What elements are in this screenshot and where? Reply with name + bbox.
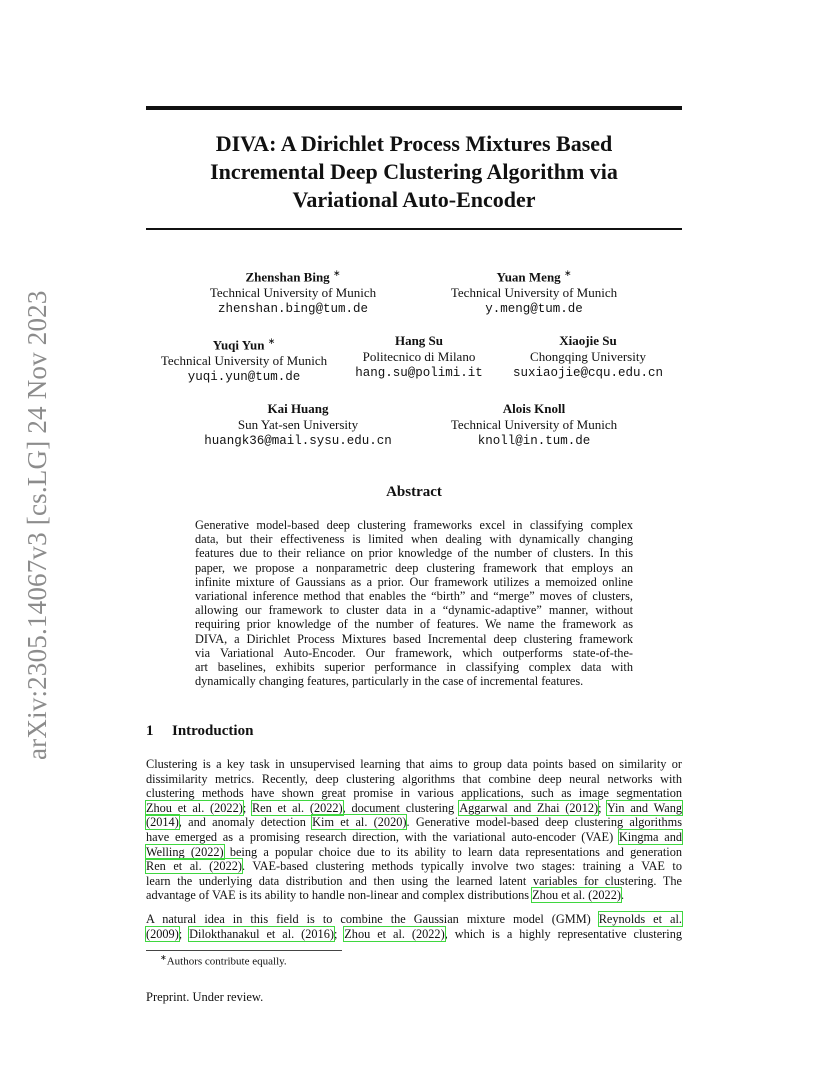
paragraph-line: Ren et al. (2022). VAE-based clustering methods typically involve two stages: training a VAE to — [146, 859, 683, 874]
footnote — [160, 953, 287, 968]
author-block — [434, 265, 634, 317]
paragraph-line: clustering methods have shown great promise in various applications, such as image segmentation — [146, 786, 682, 801]
footnote-text: Authors contribute equally. — [166, 955, 287, 968]
author-name: Alois Knoll — [502, 401, 566, 416]
paragraph-line: A natural idea in this field is to combine the Gaussian mixture model (GMM) Reynolds et al. — [146, 912, 682, 926]
citation-link[interactable]: Zhou et al. (2022) — [146, 800, 243, 815]
title-line: DIVA: A Dirichlet Process Mixtures Based — [215, 131, 613, 156]
abstract-line: Generative model-based deep clustering frameworks excel in classifying complex — [195, 518, 633, 532]
citation-link[interactable]: Aggarwal and Zhai (2012) — [459, 800, 599, 815]
author-block — [193, 265, 393, 317]
paragraph-line: (2009); Dilokthanakul et al. (2016); Zhou et al. (2022), which is a highly representative clustering — [146, 926, 682, 941]
citation-link[interactable]: Welling (2022) — [146, 844, 224, 859]
paper-title — [146, 130, 682, 214]
abstract-line: via Variational Auto-Encoder. Our framework, which outperforms state-of-the- — [195, 645, 633, 660]
author-name: Zhenshan Bing — [245, 269, 330, 285]
title-line: Variational Auto-Encoder — [292, 187, 536, 212]
author-email[interactable]: zhenshan.bing@tum.de — [217, 302, 369, 317]
author-email[interactable]: yuqi.yun@tum.de — [187, 370, 301, 385]
abstract-line: DIVA, a Dirichlet Process Mixtures based Incremental deep clustering framework — [195, 631, 633, 646]
paragraph-line: learn the underlying data distribution and then using the learned latent variables for clustering. The — [146, 873, 682, 888]
author-affiliation: Politecnico di Milano — [362, 349, 476, 364]
paragraph-line: Welling (2022) being a popular choice due to its ability to learn data representations and generation — [146, 844, 682, 859]
author-affiliation: Technical University of Munich — [209, 285, 377, 301]
intro-paragraph-1 — [146, 757, 682, 903]
author-name: Hang Su — [394, 333, 444, 348]
abstract-line: dynamically changing features, particularly in the case of incremental features. — [195, 674, 584, 689]
author-block — [340, 333, 498, 381]
abstract-line: data, but their effectiveness is limited when dealing with dynamically changing — [195, 532, 633, 547]
citation-link[interactable]: Yin and Wang — [606, 800, 682, 815]
section-title: Introduction — [172, 723, 254, 739]
footnote-mark: ∗ — [160, 953, 167, 962]
author-affiliation: Sun Yat-sen University — [237, 417, 359, 432]
author-email[interactable]: y.meng@tum.de — [485, 302, 583, 317]
author-block — [434, 401, 634, 449]
citation-link[interactable]: Ren et al. (2022) — [146, 859, 242, 874]
author-email[interactable]: hang.su@polimi.it — [355, 366, 483, 380]
equal-contribution-mark: ∗ — [563, 268, 572, 278]
abstract-line: art baselines, exhibits superior performance in classifying complex data with — [195, 660, 633, 675]
citation-link[interactable]: Zhou et al. (2022) — [532, 888, 621, 903]
footnote-rule — [146, 950, 342, 951]
abstract-line: features due to their reliance on prior knowledge of the number of clusters. In this — [195, 546, 633, 561]
author-affiliation: Chongqing University — [530, 349, 646, 364]
equal-contribution-mark: ∗ — [332, 268, 341, 278]
abstract-text — [195, 518, 633, 688]
author-email[interactable]: knoll@in.tum.de — [477, 434, 591, 448]
paragraph-line: dissimilarity metrics. Recently, deep clustering algorithms that combine deep neural networks with — [146, 771, 682, 786]
abstract-heading: Abstract — [386, 484, 442, 500]
author-affiliation: Technical University of Munich — [450, 417, 618, 432]
title-top-rule — [146, 106, 682, 110]
abstract-line: infinite mixture of Gaussians as a prior. Our framework utilizes a memoized online — [195, 574, 633, 589]
paragraph-line: have emerged as a promising research direction, with the variational auto-encoder (VAE) Kingma and — [146, 829, 682, 844]
author-affiliation: Technical University of Munich — [450, 285, 618, 301]
author-name: Xiaojie Su — [559, 333, 617, 348]
title-bottom-rule — [146, 228, 682, 230]
paragraph-line: advantage of VAE is its ability to handle non-linear and complex distributions Zhou et al. (2022). — [146, 888, 625, 903]
author-block — [146, 333, 342, 385]
author-name: Yuqi Yun — [212, 337, 265, 353]
citation-link[interactable]: (2009) — [146, 926, 179, 941]
title-line: Incremental Deep Clustering Algorithm via — [210, 159, 618, 184]
paragraph-line: (2014), and anomaly detection Kim et al. (2020). Generative model-based deep clustering algorithms — [146, 815, 682, 830]
abstract-line: paper, we propose a nonparametric deep clustering framework that employs an — [195, 560, 633, 575]
author-email[interactable]: huangk36@mail.sysu.edu.cn — [204, 434, 392, 448]
section-heading — [146, 723, 253, 740]
paragraph-line: Clustering is a key task in unsupervised learning that aims to group data points based on similarity or — [146, 757, 682, 771]
citation-link[interactable]: Reynolds et al. — [598, 912, 682, 926]
author-name: Yuan Meng — [496, 269, 561, 285]
citation-link[interactable]: (2014) — [146, 815, 179, 830]
citation-link[interactable]: Kim et al. (2020) — [312, 815, 407, 830]
intro-paragraph-2 — [146, 912, 682, 941]
citation-link[interactable]: Zhou et al. (2022) — [344, 926, 445, 941]
paragraph-line: Zhou et al. (2022); Ren et al. (2022), document clustering Aggarwal and Zhai (2012); Yin and Wang — [146, 800, 682, 815]
author-affiliation: Technical University of Munich — [160, 353, 328, 369]
citation-link[interactable]: Ren et al. (2022) — [251, 800, 343, 815]
author-block — [180, 401, 416, 449]
preprint-note: Preprint. Under review. — [146, 990, 264, 1004]
equal-contribution-mark: ∗ — [267, 336, 276, 346]
abstract-line: variational inference method that enables the “birth” and “merge” moves of clusters, — [195, 589, 633, 604]
abstract-line: allowing our framework to cluster data in a “dynamic-adaptive” manner, without — [195, 603, 633, 618]
author-email[interactable]: suxiaojie@cqu.edu.cn — [512, 366, 664, 380]
citation-link[interactable]: Dilokthanakul et al. (2016) — [189, 926, 334, 941]
author-name: Kai Huang — [267, 401, 329, 416]
author-block — [494, 333, 682, 381]
abstract-line: requiring prior knowledge of the number of features. We name the framework as — [195, 617, 633, 632]
citation-link[interactable]: Kingma and — [618, 829, 682, 844]
arxiv-identifier: arXiv:2305.14067v3 [cs.LG] 24 Nov 2023 — [22, 290, 52, 760]
section-number: 1 — [146, 723, 154, 739]
